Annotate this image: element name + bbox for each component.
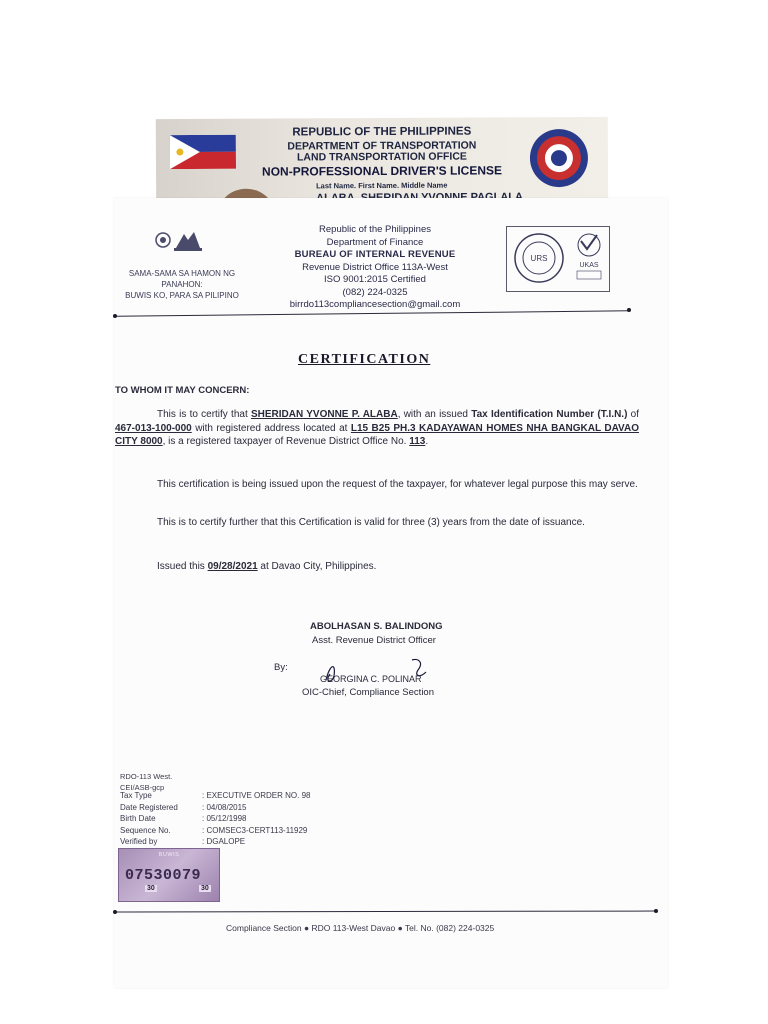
paragraph-issued: Issued this 09/28/2021 at Davao City, Philippines.	[157, 561, 377, 572]
tin-value: 467-013-100-000	[115, 422, 192, 434]
issue-date: 09/28/2021	[207, 561, 258, 572]
letterhead-office: Revenue District Office 113A-West	[302, 261, 448, 273]
tin-label: Tax Identification Number (T.I.N.)	[471, 409, 628, 420]
license-republic-line: REPUBLIC OF THE PHILIPPINES	[292, 125, 472, 139]
letterhead-iso: ISO 9001:2015 Certified	[324, 274, 426, 285]
license-department-line: DEPARTMENT OF TRANSPORTATION	[287, 139, 477, 153]
letterhead-republic: Republic of the Philippines	[319, 224, 431, 235]
taxpayer-name: SHERIDAN YVONNE P. ALABA	[250, 409, 398, 420]
officer-name: ABOLHASAN S. BALINDONG	[310, 621, 443, 632]
lto-seal-icon	[528, 127, 590, 189]
chief-signature-block	[302, 672, 434, 700]
paragraph-validity: This is to certify further that this Certification is valid for three (3) years from the date of issuance.	[157, 517, 585, 528]
taxpayer-details: Tax Type : EXECUTIVE ORDER NO. 98 Date Registered : 04/08/2015 Birth Date : 05/12/1998 Sequence No. : COMSEC3-CERT113-11929 Verified by : DGALOPE	[120, 791, 311, 846]
document-title: CERTIFICATION	[298, 352, 431, 367]
rdo-number: 113	[409, 436, 426, 447]
stamp-number: 07530079	[125, 867, 202, 884]
svg-text:URS: URS	[530, 254, 548, 263]
registered-address: L15 B25 PH.3 KADAYAWAN HOMES NHA BANGKAL DAVAO CITY 8000	[115, 422, 639, 447]
bir-logo-icon	[154, 228, 204, 254]
iso-certification-icon	[507, 227, 609, 291]
salutation: TO WHOM IT MAY CONCERN:	[115, 385, 250, 396]
letterhead-department: Department of Finance	[326, 236, 424, 248]
license-office-line: LAND TRANSPORTATION OFFICE	[296, 150, 467, 164]
chief-name: GEORGINA C. POLINAR	[320, 674, 422, 684]
license-name-header: Last Name. First Name. Middle Name	[316, 180, 448, 191]
letterhead-email: birrdo113compliancesection@gmail.com	[289, 299, 461, 310]
svg-text:UKAS: UKAS	[579, 262, 599, 269]
letterhead-phone: (082) 224-0325	[342, 286, 408, 298]
stamp-denomination-left: 30	[147, 885, 155, 892]
chief-title: OIC-Chief, Compliance Section	[302, 687, 434, 698]
by-label: By:	[274, 662, 288, 673]
header-rule-dot-right	[627, 308, 631, 312]
footer-rule-dot-right	[654, 909, 658, 913]
officer-title: Asst. Revenue District Officer	[312, 635, 436, 646]
license-type-line: NON-PROFESSIONAL DRIVER'S LICENSE	[261, 163, 503, 179]
header-rule-dot-left	[113, 314, 117, 318]
certification-logos	[506, 226, 610, 292]
footer-rule-dot-left	[113, 910, 117, 914]
footer-text: Compliance Section ● RDO 113-West Davao ● Tel. No. (082) 224-0325	[226, 923, 495, 933]
paragraph-certify: This is to certify that SHERIDAN YVONNE P. ALABA, with an issued Tax Identification Number (T.I.N.) of 467-013-100-000 with registered address located at L15 B25 PH.3 KADAYAWAN HOMES NHA BANGKAL DAVAO CITY 8000, is a registered taxpayer of Revenue District Office No. 113.	[115, 409, 639, 447]
documentary-stamp	[118, 848, 220, 902]
letterhead-bureau: BUREAU OF INTERNAL REVENUE	[294, 249, 456, 260]
letterhead-block	[260, 224, 490, 312]
reference-codes: RDO-113 West. CEI/ASB-gcp	[120, 772, 173, 792]
stamp-header: BUWIS	[158, 852, 180, 858]
stamp-denomination-right: 30	[201, 885, 209, 892]
officer-signature-block	[310, 620, 442, 648]
bir-motto: SAMA-SAMA SA HAMON NG PANAHON: BUWIS KO, PARA SA PILIPINO	[125, 269, 239, 300]
paragraph-purpose: This certification is being issued upon the request of the taxpayer, for whatever legal purpose this may serve.	[157, 479, 638, 490]
